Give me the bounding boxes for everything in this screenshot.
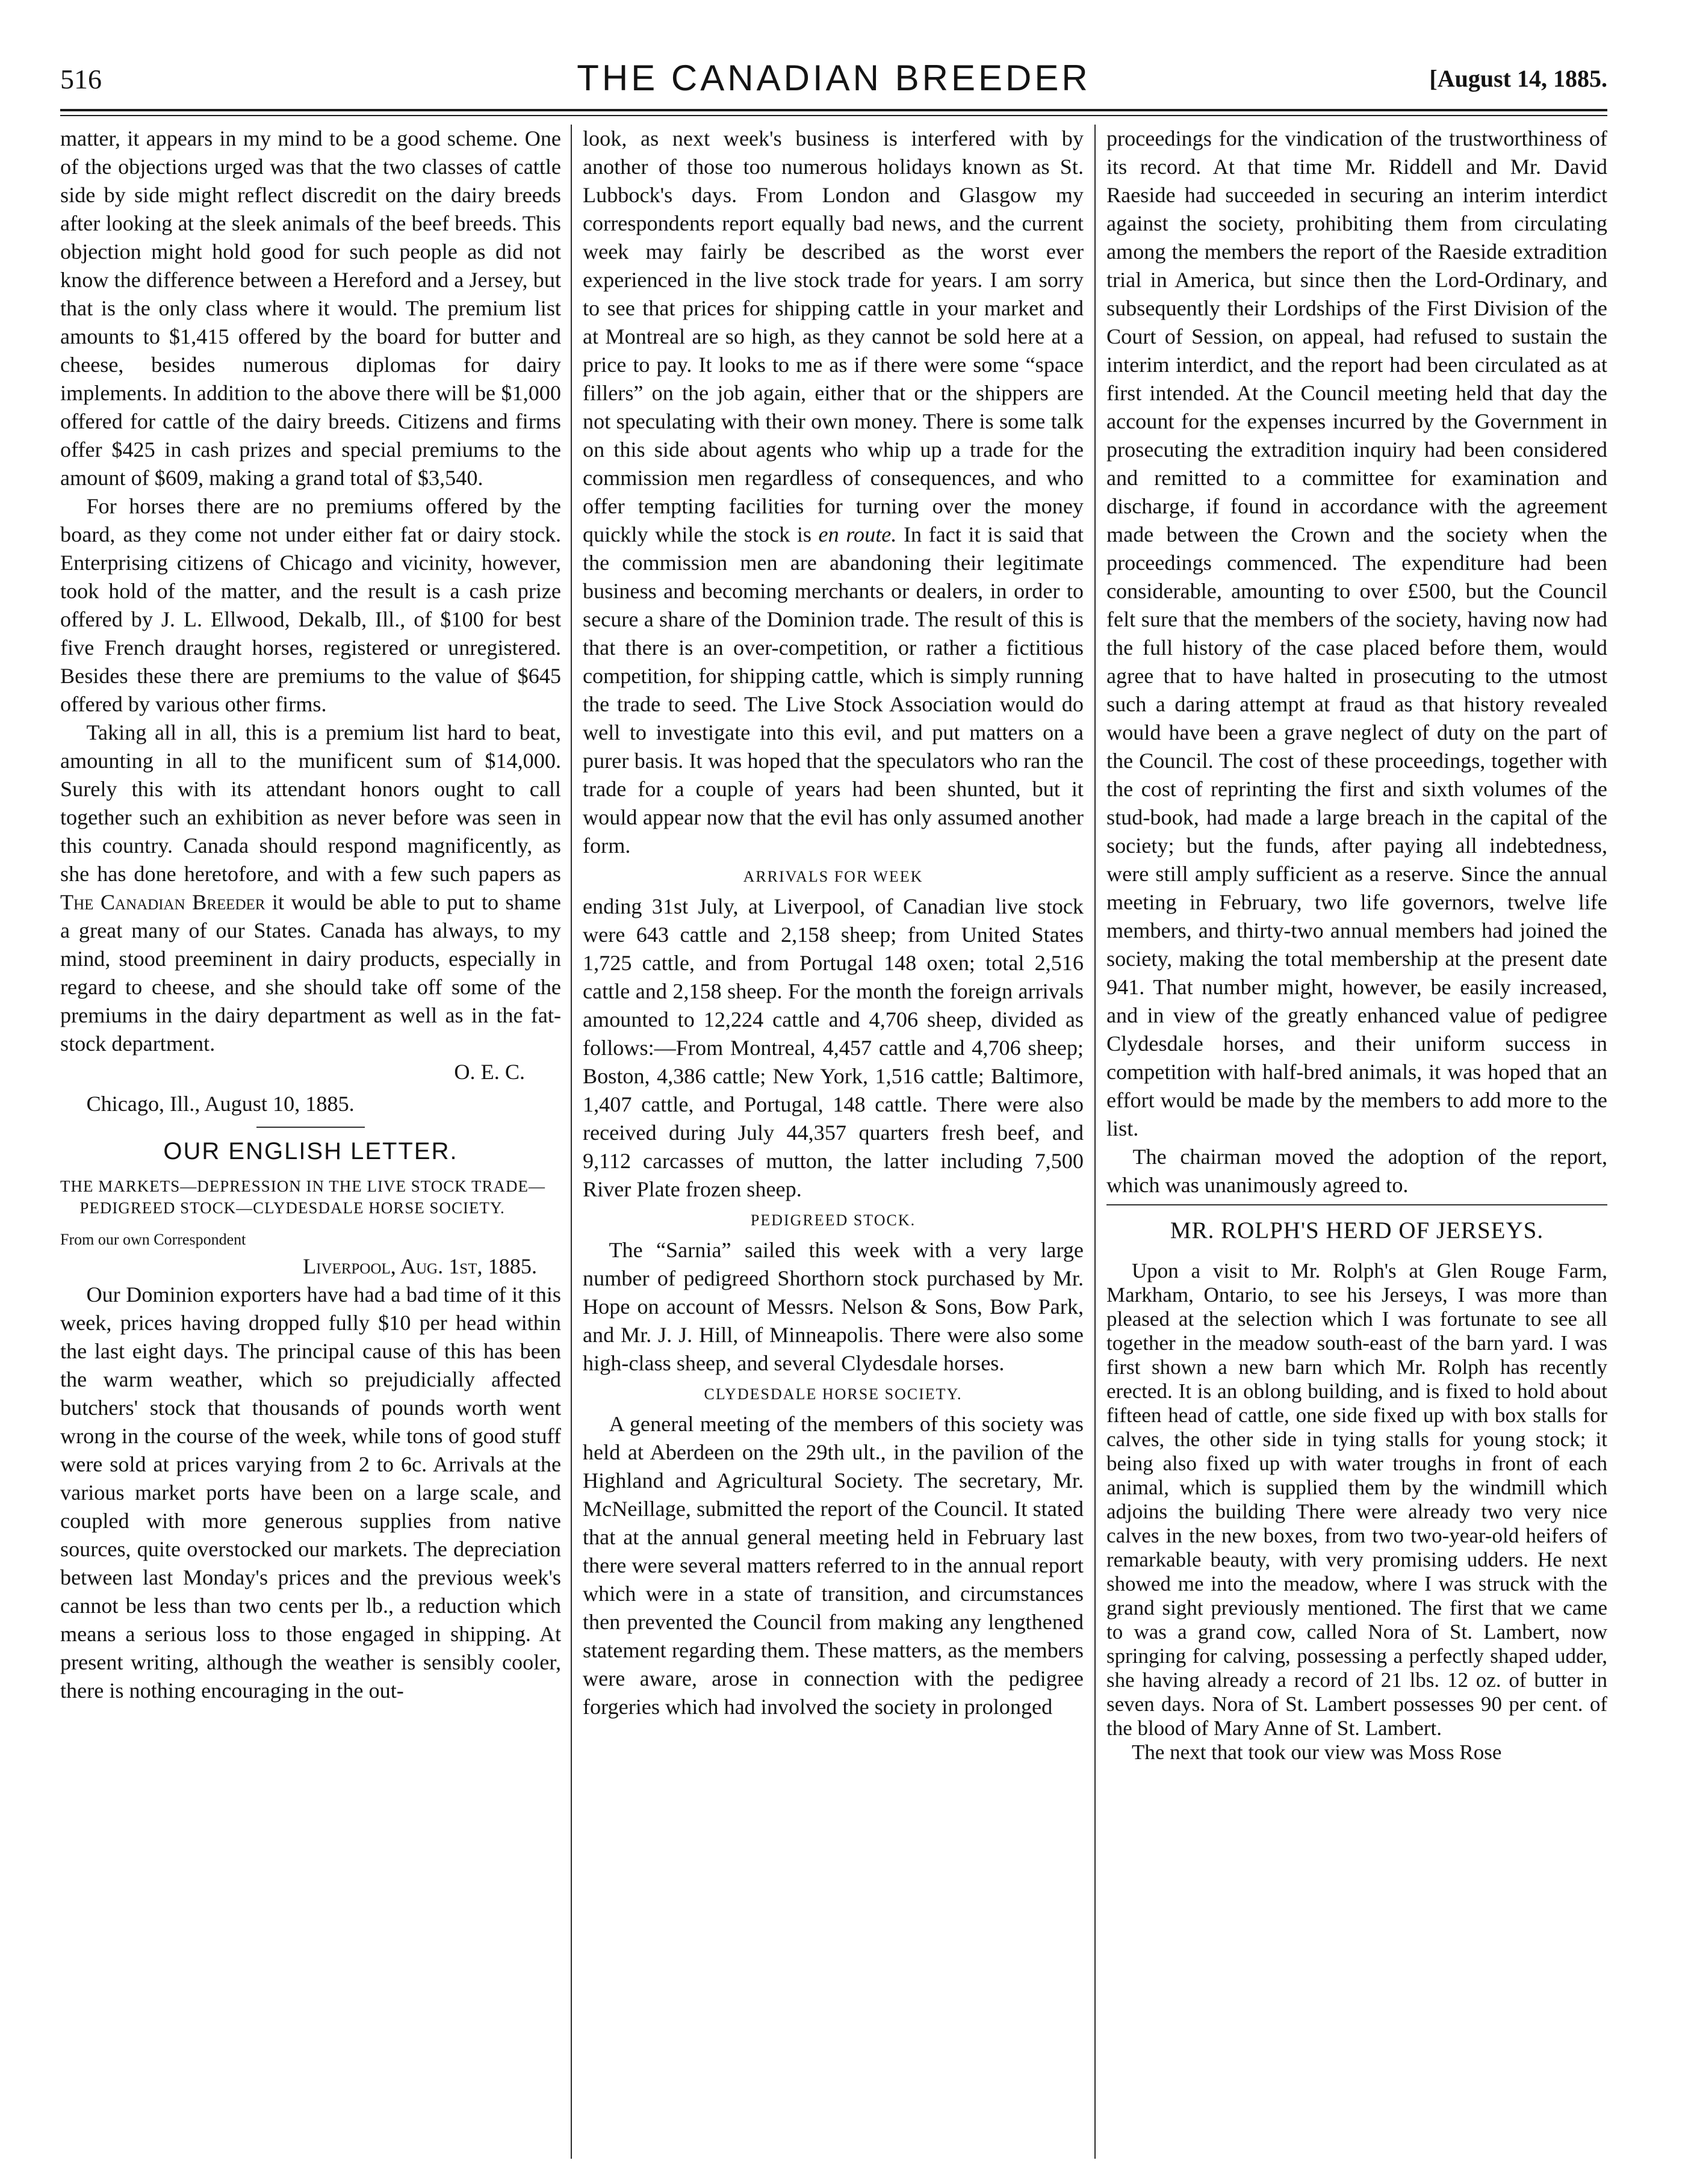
- column-divider: [571, 125, 572, 2159]
- article-paragraph: proceedings for the vindication of the trustworthiness of its record. At that time Mr. Riddell and Mr. David Raeside had succeeded in securing an interim interdict against the society, prohibiting them from circulating among the members the report of the Raeside extradition trial in America, but since then the Lord-Ordinary, and subsequently their Lordships of the First Division of the Court of Session, on appeal, had refused to sustain the interim interdict, and the report had been circulated as at first intended. At the Council meeting held that day the account for the expenses incurred by the Government in prosecuting the extradition inquiry had been considered and remitted to a committee for examination and discharge, if found in accordance with the agreement made between the Crown and the society when the proceedings commenced. The expenditure had been considerable, amounting to over £500, but the Council felt sure that the members of the society, having now had the full history of the case placed before them, would agree that to have halted in prosecuting to the utmost such a daring attempt at fraud as that history revealed would have been a grave neglect of duty on the part of the Council. The cost of these proceedings, together with the cost of reprinting the first and sixth volumes of the stud-book, had made a large breach in the capital of the society; but the funds, after paying all indebtedness, were still amply sufficient as a reserve. Since the annual meeting in February, two life governors, twelve life members, and thirty-two annual members had joined the society, making the total membership at the present date 941. That number might, however, be easily increased, and in view of the greatly enhanced value of pedigree Clydesdale horses, and their uniform success in competition with half-bred animals, it was hoped that an effort would be made by the members to add more to the list.: [1106, 126, 1607, 1140]
- paper-title: THE CANADIAN BREEDER: [577, 58, 1091, 98]
- article-paragraph: Our Dominion exporters have had a bad time of it this week, prices having dropped fully $10 per head within the last eight days. The principal cause of this has been the warm weather, which so prejudicially affected butchers' stock that thousands of pounds worth went wrong in the course of the week, while tons of good stuff were sold at prices varying from 2 to 6c. Arrivals at the various market ports have been on a large scale, and coupled with more generous supplies from native sources, quite overstocked our markets. The depreciation between last Monday's prices and the previous week's cannot be less than two cents per lb., a reduction which means a serious loss to those engaged in shipping. At present writing, although the weather is sensibly cooler, there is nothing encouraging in the out-: [60, 1282, 561, 1703]
- subsection-heading: PEDIGREED STOCK.: [750, 1211, 916, 1229]
- italic-phrase: en route.: [818, 522, 897, 546]
- article-paragraph: ending 31st July, at Liverpool, of Canadian live stock were 643 cattle and 2,158 sheep; from United States 1,725 cattle, and from Portugal 148 oxen; total 2,516 cattle and 2,158 sheep. For the month the foreign arrivals amounted to 12,224 cattle and 4,706 sheep, divided as follows:—From Montreal, 4,457 cattle and 4,706 sheep; Boston, 4,386 cattle; New York, 1,516 cattle; Baltimore, 1,407 cattle, and Portugal, 148 cattle. There were also received during July 44,357 quarters fresh beef, and 9,112 carcasses of mutton, the latter including 7,500 River Plate frozen sheep.: [583, 894, 1084, 1201]
- signature: O. E. C.: [454, 1060, 525, 1084]
- section-heading: MR. ROLPH'S HERD OF JERSEYS.: [1106, 1204, 1607, 1245]
- masthead: [60, 57, 1607, 105]
- section-divider: [256, 1127, 365, 1128]
- newspaper-page: [60, 57, 1607, 2161]
- subsection-heading: ARRIVALS FOR WEEK: [743, 868, 923, 885]
- page-number: 516: [60, 64, 102, 94]
- masthead-rule-thin: [60, 115, 1607, 116]
- subsection-heading: CLYDESDALE HORSE SOCIETY.: [704, 1385, 963, 1403]
- section-heading: OUR ENGLISH LETTER.: [163, 1138, 458, 1165]
- article-paragraph: For horses there are no premiums offered by the board, as they come not under either fat or dairy stock. Enterprising citizens of Chicago and vicinity, however, took hold of the matter, and the result is a cash prize offered by J. L. Ellwood, Dekalb, Ill., of $100 for best five French draught horses, registered or unregistered. Besides these there are premiums to the value of $645 offered by various other firms.: [60, 494, 561, 716]
- issue-date: [August 14, 1885.: [1429, 65, 1607, 92]
- paragraph-text: it would be able to put to shame a great many of our States. Canada has always, to my mind, stood preeminent in dairy products, especially in regard to cheese, and she should take off some of the premiums in the dairy department as well as in the fat-stock department.: [60, 890, 561, 1056]
- paragraph-text: In fact it is said that the commission men are abandoning their legitimate business and becoming merchants or dealers, in order to secure a share of the Dominion trade. The result of this is that there is an over-competition, or rather a fictitious competition, for shipping cattle, which is simply running the trade to seed. The Live Stock Association would do well to investigate into this evil, and put matters on a purer basis. It was hoped that the speculators who ran the trade for a couple of years had been shunted, but it would appear now that the evil has only assumed another form.: [583, 522, 1084, 858]
- column-2: [583, 125, 1084, 2159]
- column-3: [1106, 125, 1607, 2159]
- byline-credit: From our own Correspondent: [60, 1231, 246, 1248]
- article-paragraph: The next that took our view was Moss Rose: [1132, 1740, 1502, 1764]
- article-paragraph: Upon a visit to Mr. Rolph's at Glen Rouge Farm, Markham, Ontario, to see his Jerseys, I was more than pleased at the selection which I was fortunate to see all together in the meadow south-east of the barn yard. I was first shown a new barn which Mr. Rolph has recently erected. It is an oblong building, and is fixed to hold about fifteen head of cattle, one side fixed up with box stalls for calves, the other side in tying stalls for young stock; it being also fixed up with water troughs in front of each animal, which is supplied them by the windmill which adjoins the building There were already two very nice calves in the new boxes, from two two-year-old heifers of remarkable beauty, with very promising udders. He next showed me into the meadow, where I was struck with the grand sight previously mentioned. The first that we came to was a grand cow, called Nora of St. Lambert, now springing for calving, possessing a perfectly shaped udder, she having already a record of 21 lbs. 12 oz. of butter in seven days. Nora of St. Lambert possesses 90 per cent. of the blood of Mary Anne of St. Lambert.: [1106, 1259, 1607, 1740]
- article-paragraph: [60, 719, 561, 1058]
- article-paragraph: The chairman moved the adoption of the report, which was unanimously agreed to.: [1106, 1145, 1607, 1197]
- paragraph-text: Taking all in all, this is a premium list hard to beat, amounting in all to the munificent sum of $14,000. Surely this with its attendant honors ought to call together such an exhibition as never before was seen in this country. Canada should respond magnificently, as she has done heretofore, and with a few such papers as: [60, 720, 561, 886]
- article-paragraph: [583, 125, 1084, 860]
- paper-name: The Canadian Breeder: [60, 890, 265, 914]
- column-1: [60, 125, 561, 2159]
- section-subheads: THE MARKETS—DEPRESSION IN THE LIVE STOCK TRADE—PEDIGREED STOCK—CLYDESDALE HORSE SOCIETY.: [60, 1177, 546, 1217]
- column-divider: [1094, 125, 1096, 2159]
- article-paragraph: A general meeting of the members of this society was held at Aberdeen on the 29th ult., in the pavilion of the Highland and Agricultural Society. The secretary, Mr. McNeillage, submitted the report of the Council. It stated that at the annual general meeting held in February last there were several matters referred to in the annual report which were in a state of transition, and circumstances then prevented the Council from making any lengthened statement regarding them. These matters, as the members were aware, arose in connection with the pedigree forgeries which had involved the society in prolonged: [583, 1412, 1084, 1719]
- article-paragraph: The “Sarnia” sailed this week with a very large number of pedigreed Shorthorn stock purchased by Mr. Hope on account of Messrs. Nelson & Sons, Bow Park, and Mr. J. J. Hill, of Minneapolis. There were also some high-class sheep, and several Clydesdale horses.: [583, 1238, 1084, 1375]
- article-paragraph: matter, it appears in my mind to be a good scheme. One of the objections urged was that the two classes of cattle side by side might reflect discredit on the dairy breeds after looking at the sleek animals of the beef breeds. This objection might hold good for such people as did not know the difference between a Hereford and a Jersey, but that is the only class where it would. The premium list amounts to $1,415 offered by the board for butter and cheese, besides numerous diplomas for dairy implements. In addition to the above there will be $1,000 offered for cattle of the dairy breeds. Citizens and firms offer $425 in cash prizes and special premiums to the amount of $609, making a grand total of $3,540.: [60, 126, 561, 490]
- masthead-rule: [60, 109, 1607, 111]
- dateline: Chicago, Ill., August 10, 1885.: [86, 1092, 355, 1116]
- placeline: Liverpool, Aug. 1st, 1885.: [303, 1254, 537, 1278]
- paragraph-text: look, as next week's business is interfered with by another of those too numerous holidays known as St. Lubbock's days. From London and Glasgow my correspondents report equally bad news, and the current week may fairly be described as the worst ever experienced in the live stock trade for years. I am sorry to see that prices for shipping cattle in your market and at Montreal are so high, as they cannot be sold here at a price to pay. It looks to me as if there were some “space fillers” on the job again, either that or the shippers are not speculating with their own money. There is some talk on this side about agents who whip up a trade for the commission men regardless of consequences, and who offer tempting facilities for turning over the money quickly while the stock is: [583, 126, 1084, 546]
